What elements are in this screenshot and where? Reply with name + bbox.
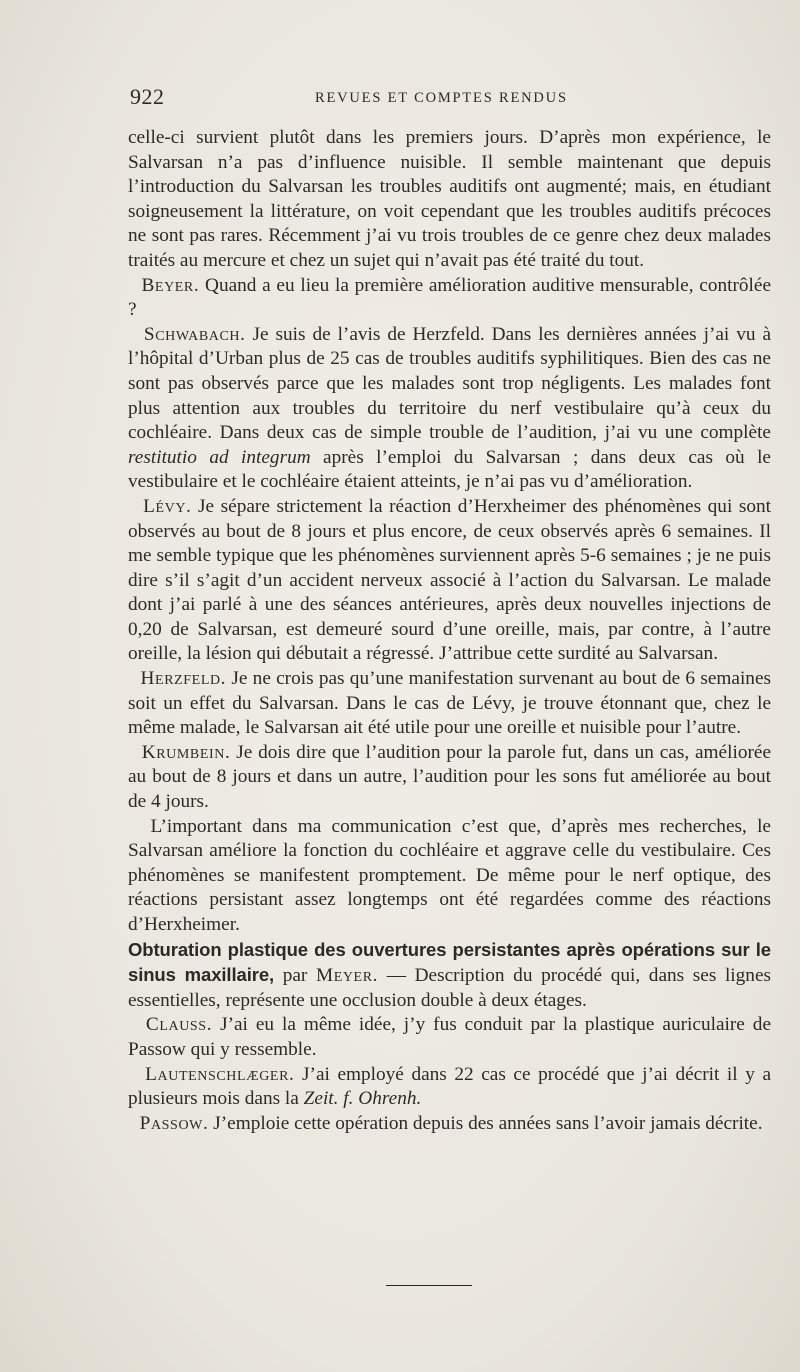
paragraph	[128, 1112, 771, 1137]
paragraph-text: J’ai eu la même idée, j’y fus conduit par la plastique auriculaire de Passow qui y ressemble.	[128, 1014, 771, 1060]
speaker-name: Lautenschlæger.	[145, 1063, 295, 1085]
paragraph-text: par	[274, 965, 316, 987]
paragraph-text: Je sépare strictement la réaction d’Herxheimer des phénomènes qui sont observés au bout de 8 jours et plus encore, de ceux observés après 6 semaines. Il me semble typique que les phénomènes surviennent après 5-6 semaines ; je ne puis dire s’il s’agit d’un accident nerveux associé à l’action du Salvarsan. Le malade dont j’ai parlé à une des séances antérieures, après deux nouvelles injections de 0,20 de Salvarsan, est demeuré sourd d’une oreille, mais, par contre, à l’autre oreille, la lésion qui débutait a régressé. J’attribue cette surdité au Salvarsan.	[128, 495, 771, 665]
paragraph	[128, 495, 771, 667]
section-heading: Obturation plastique des ouvertures persistantes après opérations sur le sinus maxillaire,	[128, 938, 771, 986]
running-head: REVUES ET COMPTES RENDUS	[315, 90, 568, 106]
paragraph-text: J’emploie cette opération depuis des années sans l’avoir jamais décrite.	[208, 1112, 763, 1134]
speaker-name: Herzfeld.	[140, 668, 227, 690]
italic-journal: Zeit. f. Ohrenh.	[303, 1088, 422, 1110]
paragraph-text: Je suis de l’avis de Herzfeld. Dans les dernières années j’ai vu à l’hôpital d’Urban plus de 25 cas de troubles auditifs syphilitiques. Bien des cas ne sont pas observés parce que les malades sont trop négligents. Les malades font plus attention aux troubles du territoire du nerf vestibulaire qu’à ceux du cochléaire. Dans deux cas de simple trouble de l’audition, j’ai vu une complète	[128, 323, 772, 444]
speaker-name: Passow.	[139, 1112, 209, 1134]
paragraph-text: — Description du procédé qui, dans ses lignes essentielles, représente une occlusion double à deux étages.	[128, 965, 772, 1011]
paragraph-text: J’ai employé dans 22 cas ce procédé que j’ai décrit il y a plusieurs mois dans la	[128, 1063, 771, 1110]
paragraph	[128, 1063, 771, 1112]
paragraph	[128, 126, 771, 274]
speaker-name: Schwabach.	[143, 323, 246, 345]
speaker-name: Clauss.	[145, 1014, 213, 1036]
paragraph-text: celle-ci survient plutôt dans les premiers jours. D’après mon expérience, le Salvarsan n’a pas d’influence nuisible. Il semble maintenant que depuis l’introduction du Salvarsan les troubles auditifs ont augmenté; mais, en étudiant soigneusement la littérature, on voit cependant que les troubles auditifs précoces ne sont pas rares. Récemment j’ai vu trois troubles de ce genre chez deux malades traités au mercure et chez un sujet qui n’avait pas été traité du tout.	[128, 127, 771, 271]
paragraph-text: après l’emploi du Salvarsan ; dans deux cas où le vestibulaire et le cochléaire étaient atteints, je n’ai pas vu d’amélioration.	[128, 446, 771, 493]
paragraph-text: L’important dans ma communication c’est que, d’après mes recherches, le Salvarsan améliore la fonction du cochléaire et aggrave celle du vestibulaire. Ces phénomènes se manifestent promptement. De même pour le nerf optique, des réactions persistant assez longtemps ont été regardées comme des réactions d’Herxheimer.	[128, 815, 771, 935]
paragraph	[128, 323, 771, 495]
page-header	[130, 84, 770, 114]
paragraph	[128, 274, 771, 323]
article-body	[128, 126, 771, 1136]
page-number: 922	[130, 84, 165, 109]
speaker-name: Lévy.	[143, 495, 192, 517]
paragraph	[128, 741, 771, 815]
speaker-name: Krumbein.	[141, 741, 231, 763]
paragraph-text: Je dois dire que l’audition pour la parole fut, dans un cas, améliorée au bout de 8 jours et dans un autre, l’audition pour les sons fut améliorée au bout de 4 jours.	[128, 741, 771, 813]
author-name: Meyer.	[315, 965, 379, 987]
speaker-name: Beyer.	[141, 274, 200, 296]
paragraph-text: Je ne crois pas qu’une manifestation survenant au bout de 6 semaines soit un effet du Salvarsan. Dans le cas de Lévy, je trouve étonnant que, chez le même malade, le Salvarsan ait été utile pour une oreille et nuisible pour l’autre.	[128, 668, 772, 739]
paragraph	[128, 667, 771, 741]
paragraph	[128, 815, 771, 938]
paragraph-text: Quand a eu lieu la première amélioration auditive mensurable, contrôlée ?	[128, 274, 771, 321]
end-rule	[386, 1285, 472, 1286]
italic-phrase: restitutio ad integrum	[128, 446, 311, 468]
paragraph	[128, 1013, 771, 1062]
paragraph	[128, 938, 771, 1014]
